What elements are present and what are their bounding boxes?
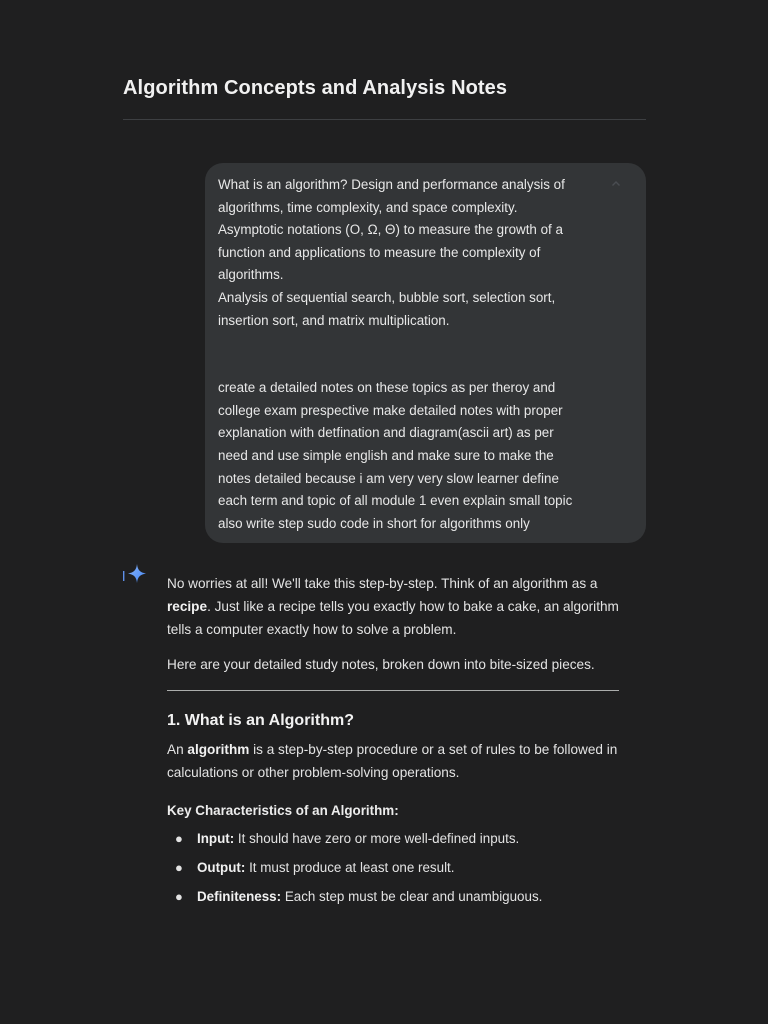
user-message-line: notes detailed because i am very very slow learner define: [218, 470, 559, 486]
user-message-line: each term and topic of all module 1 even explain small topic: [218, 493, 573, 509]
user-message-bubble: [205, 163, 646, 543]
list-item-term: Definiteness:: [197, 889, 282, 904]
user-message-line: college exam prespective make detailed notes with proper: [218, 402, 563, 418]
paragraph-gap: [218, 332, 596, 377]
section-heading: 1. What is an Algorithm?: [167, 712, 354, 729]
conversation-title: Algorithm Concepts and Analysis Notes: [123, 77, 508, 99]
definition-post: is a step-by-step procedure or a set of rules to be followed in calculations or other problem-solving operations.: [167, 742, 618, 780]
chevron-up-icon-svg: [610, 178, 622, 190]
user-message-line: create a detailed notes on these topics as per theroy and: [218, 380, 556, 396]
model-response: [167, 572, 619, 911]
user-message-line: algorithms.: [218, 267, 284, 283]
user-message-line: function and applications to measure the complexity of: [218, 244, 541, 260]
list-item-text: It must produce at least one result.: [245, 860, 455, 875]
list-item-term: Output:: [197, 860, 246, 875]
response-intro: [167, 572, 619, 641]
user-message-line: Asymptotic notations (O, Ω, Θ) to measure the growth of a: [218, 222, 563, 238]
user-message-line: What is an algorithm? Design and performance analysis of: [218, 177, 565, 192]
intro-bold-recipe: recipe: [167, 599, 208, 614]
gemini-sparkle-icon-svg: [122, 562, 148, 588]
bullet-icon: ●: [175, 860, 183, 875]
user-message-line: need and use simple english and make sure to make the: [218, 447, 554, 463]
user-message-text: [218, 174, 596, 535]
list-item: [167, 882, 619, 911]
definition-term: algorithm: [187, 742, 250, 757]
list-item-term: Input:: [197, 831, 235, 846]
algorithm-definition: [167, 738, 619, 784]
section-divider: [167, 690, 619, 691]
user-message-line: insertion sort, and matrix multiplication.: [218, 312, 450, 328]
list-item: [167, 824, 619, 853]
characteristics-list: [167, 824, 619, 911]
characteristics-subheading: Key Characteristics of an Algorithm:: [167, 803, 399, 818]
title-divider: [123, 119, 646, 120]
response-intro-2: Here are your detailed study notes, broken down into bite-sized pieces.: [167, 657, 595, 672]
user-message-line: also write step sudo code in short for algorithms only: [218, 515, 530, 531]
intro-text-post: . Just like a recipe tells you exactly how to bake a cake, an algorithm tells a computer exactly how to solve a problem.: [167, 599, 619, 637]
user-message-line: algorithms, time complexity, and space complexity.: [218, 199, 518, 215]
list-item: [167, 853, 619, 882]
chevron-up-icon[interactable]: [610, 178, 622, 190]
user-message-line: explanation with detfination and diagram(ascii art) as per: [218, 425, 554, 441]
intro-text-pre: No worries at all! We'll take this step-by-step. Think of an algorithm as a: [167, 576, 598, 591]
definition-pre: An: [167, 742, 188, 757]
list-item-text: Each step must be clear and unambiguous.: [281, 889, 543, 904]
list-item-text: It should have zero or more well-defined inputs.: [234, 831, 520, 846]
bullet-icon: ●: [175, 889, 183, 904]
user-message-line: Analysis of sequential search, bubble sort, selection sort,: [218, 289, 556, 305]
bullet-icon: ●: [175, 831, 183, 846]
gemini-sparkle-icon: [122, 562, 148, 588]
